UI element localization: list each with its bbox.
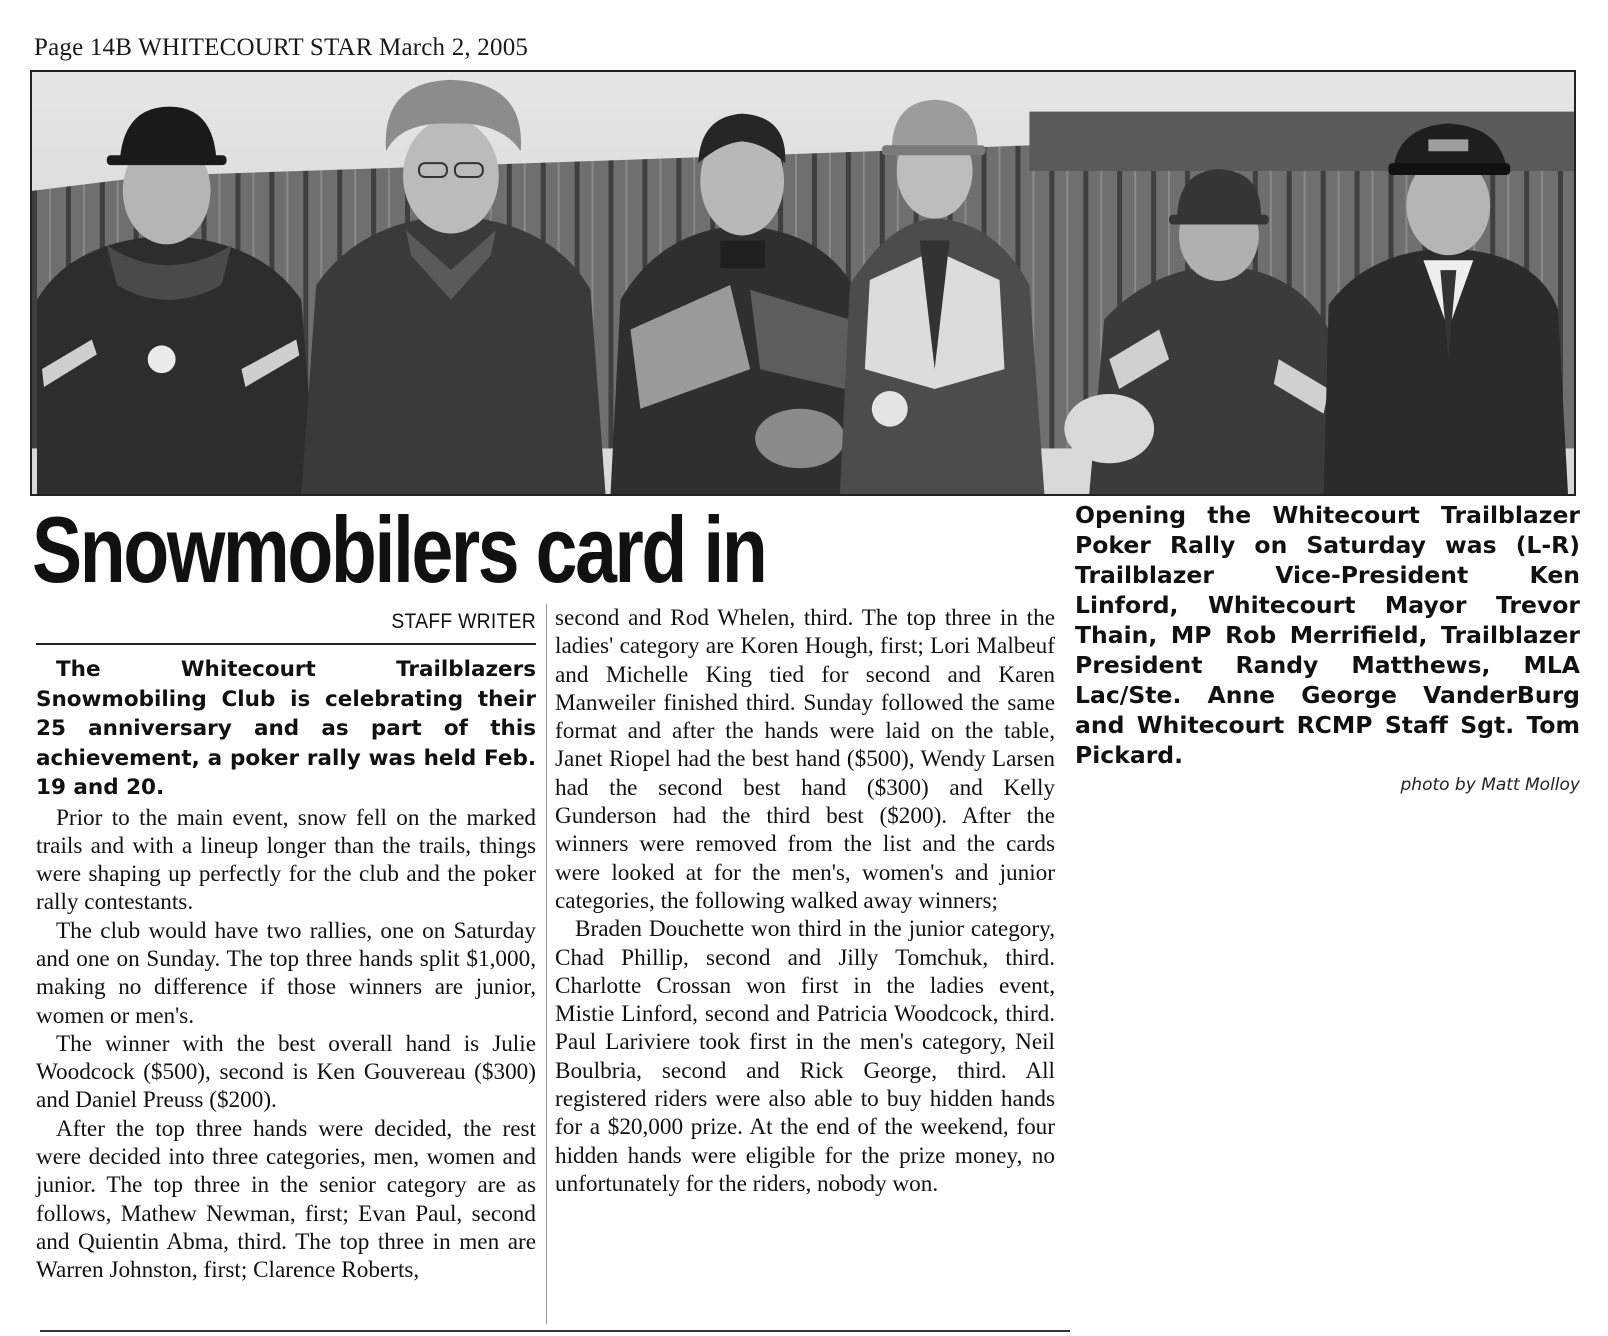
byline: STAFF WRITER [391,610,536,633]
article-paragraph: Braden Douchette won third in the junior category, Chad Phillip, second and Jilly Tomchuk, third. Charlotte Crossan won first in the ladies event, Mistie Linford, second and Patricia Woodcock, third. Paul Lariviere took first in the men's category, Neil Boulbria, second and Rick George, third. All registered riders were also able to buy hidden hands for a $20,000 prize. At the end of the weekend, four hidden hands were eligible for the prize money, no unfortunately for the riders, nobody won. [555,916,1055,1197]
photo-credit: photo by Matt Molloy [1400,775,1580,795]
page-folio: Page 14B WHITECOURT STAR March 2, 2005 [34,34,529,61]
article-paragraph: After the top three hands were decided, the rest were decided into three categories, men, women and junior. The top three in the senior category are as follows, Mathew Newman, first; Evan Paul, second and Quientin Abma, third. The top three in men are Warren Johnston, first; Clarence Roberts, [36,1115,536,1284]
article-paragraph: Prior to the main event, snow fell on the marked trails and with a lineup longer than the trails, things were shaping up perfectly for the club and the poker rally contestants. [36,804,536,916]
article-paragraph: second and Rod Whelen, third. The top three in the ladies' category are Koren Hough, first; Lori Malbeuf and Michelle King tied for second and Karen Manweiler finished third. Sunday followed the same format and after the hands were laid on the table, Janet Riopel had the best hand ($500), Wendy Larsen had the second best hand ($300) and Kelly Gunderson had the third best ($200). After the winners were removed from the list and the cards were looked at for the men's, women's and junior categories, the following walked away winners; [555,605,1055,914]
byline-rule [36,643,536,645]
bottom-rule [40,1330,1070,1332]
photo-caption: Opening the Whitecourt Trailblazer Poker Rally on Saturday was (L-R) Trailblazer Vice-President Ken Linford, Whitecourt Mayor Trevor Thain, MP Rob Merrifield, Trailblazer President Randy Matthews, MLA Lac/Ste. Anne George VanderBurg and Whitecourt RCMP Staff Sgt. Tom Pickard. [1075,501,1580,769]
article-lead: The Whitecourt Trailblazers Snowmobiling Club is celebrating their 25 anniversary and as part of this achievement, a poker rally was held Feb. 19 and 20. [36,657,536,800]
news-photo [30,70,1576,496]
group-photo-illustration [32,72,1574,494]
column-divider [546,604,547,1324]
article-column-2 [555,604,1055,1198]
article-column-1 [36,655,536,1285]
article-paragraph: The club would have two rallies, one on Saturday and one on Sunday. The top three hands split $1,000, making no difference if those winners are junior, women or men's. [36,917,536,1029]
headline: Snowmobilers card in [32,497,766,602]
article-paragraph: The winner with the best overall hand is Julie Woodcock ($500), second is Ken Gouvereau ($300) and Daniel Preuss ($200). [36,1030,536,1114]
